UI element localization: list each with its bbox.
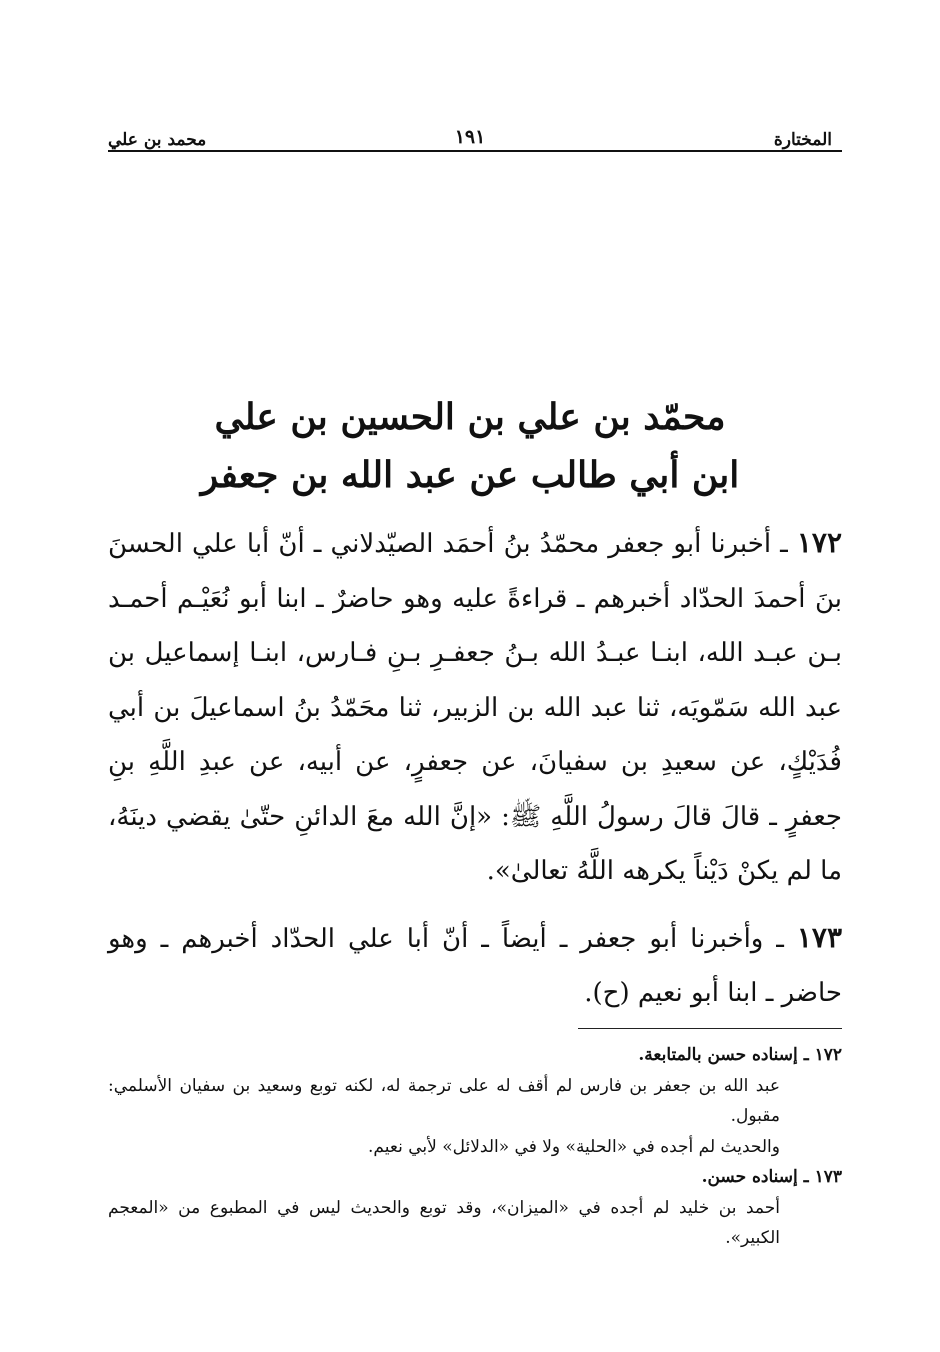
hadith-number: ١٧٣ — [796, 920, 842, 954]
running-header — [108, 118, 832, 150]
page-number: ١٩١ — [454, 126, 486, 148]
footnote-172-line: والحديث لم أجده في «الحلية» ولا في «الدلائل» لأبي نعيم. — [368, 1136, 780, 1157]
main-text — [108, 516, 842, 1021]
footnotes — [108, 1040, 842, 1254]
section-title — [108, 388, 832, 504]
header-rule — [108, 150, 842, 152]
footnote-172-line: عبد الله بن جعفر بن فارس لم أقف له على ترجمة له، لكنه توبع وسعيد بن سفيان الأسلمي: مقبول. — [108, 1075, 780, 1126]
footnote-172-head: ١٧٢ ـ إسناده حسن بالمتابعة. — [638, 1045, 842, 1065]
chapter-title: محمد بن علي — [108, 130, 207, 150]
footnote-173-line: أحمد بن خليد لم أجده في «الميزان»، وقد توبع والحديث ليس في المطبوع من «المعجم الكبير». — [108, 1197, 780, 1248]
footnote-173-head: ١٧٣ ـ إسناده حسن. — [701, 1167, 842, 1187]
footnote-rule — [578, 1028, 842, 1029]
hadith-number: ١٧٢ — [796, 526, 842, 559]
hadith-173 — [108, 911, 842, 1021]
title-line-1: محمّد بن علي بن الحسين بن علي — [214, 396, 726, 438]
hadith-172 — [108, 516, 842, 899]
book-title: المختارة — [773, 130, 832, 150]
title-line-2: ابن أبي طالب عن عبد الله بن جعفر — [200, 454, 740, 496]
hadith-text: ـ وأخبرنا أبو جعفر ـ أيضاً ـ أنّ أبا علي الحدّاد أخبرهم ـ وهو حاضر ـ ابنا أبو نعيم (ح). — [108, 923, 842, 1008]
hadith-text: ـ أخبرنا أبو جعفر محمّدُ بنُ أحمَد الصيّدلاني ـ أنّ أبا علي الحسنَ بنَ أحمدَ الحدّاد أخبرهم ـ قراءةً عليه وهو حاضرٌ ـ ابنا أبو نُعَيْـم أحمـد بـن عبـد الله، ابنـا عبـدُ الله بـنُ جعفـرِ بـنِ فـارس، ابنـا إسماعيل بن عبد الله سَمّويَه، ثنا عبد الله بن الزبير، ثنا محَمّدُ بنُ اسماعيلَ بن أبي فُدَيْكٍ، عن سعيدِ بن سفيانَ، عن جعفرٍ، عن أبيه، عن عبدِ اللَّهِ بنِ جعفرٍ ـ قالَ قالَ رسولُ اللَّهِ ﷺ: «إنَّ الله معَ الدائنِ حتّىٰ يقضي دينَهُ، ما لم يكنْ دَيْناً يكرهه اللَّهُ تعالىٰ». — [108, 529, 842, 886]
